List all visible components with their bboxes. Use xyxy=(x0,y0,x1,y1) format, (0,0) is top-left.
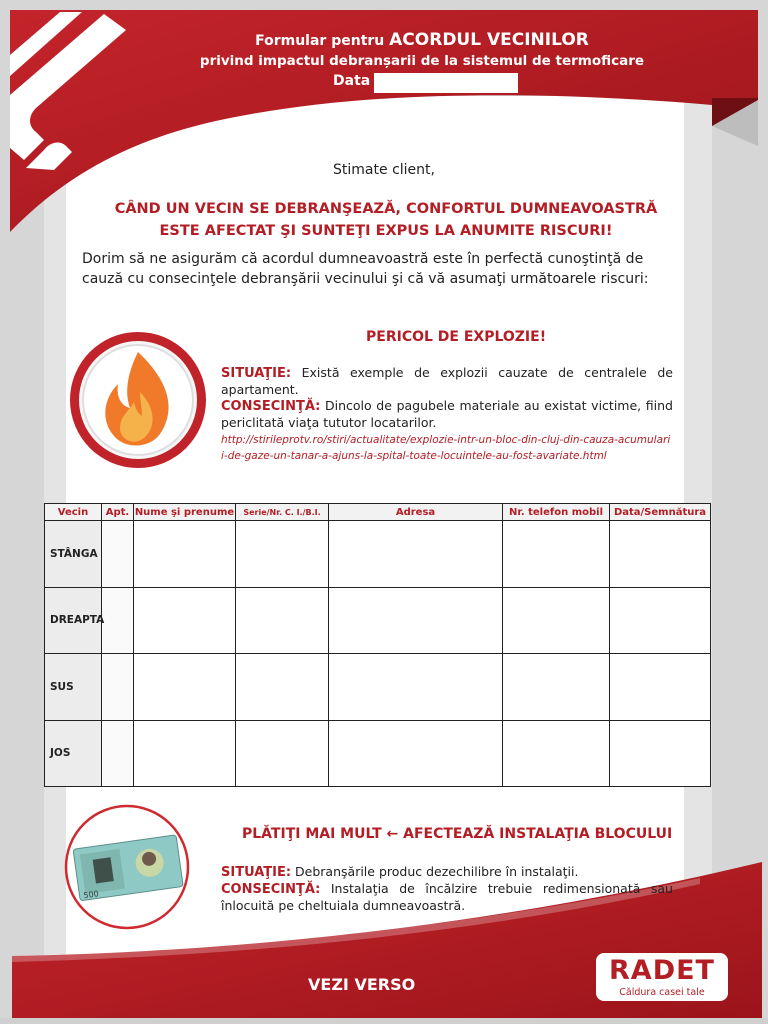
row-label-up: SUS xyxy=(45,654,102,721)
consequence-text: Dincolo de pagubele materiale au existat victime, fiind periclitată viaţa tututor locatarilor. xyxy=(221,398,673,430)
col-apt: Apt. xyxy=(102,504,134,521)
id-cell[interactable] xyxy=(236,720,329,787)
table-row xyxy=(45,654,711,721)
fire-icon xyxy=(70,332,206,468)
situation-label: SITUAŢIE: xyxy=(221,366,292,381)
address-cell[interactable] xyxy=(329,587,503,654)
cost-section-title: PLĂTIŢI MAI MULT ← AFECTEAZĂ INSTALAŢIA BLOCULUI xyxy=(242,826,673,842)
apt-cell[interactable] xyxy=(102,521,134,588)
signature-cell[interactable] xyxy=(610,521,711,588)
consequence-text: Instalaţia de încălzire trebuie redimensionată sau înlocuită pe cheltuiala dumneavoastră. xyxy=(221,881,673,913)
neighbours-table xyxy=(44,503,711,787)
row-label-down: JOS xyxy=(45,720,102,787)
date-field[interactable] xyxy=(374,73,518,93)
phone-cell[interactable] xyxy=(503,521,610,588)
phone-cell[interactable] xyxy=(503,587,610,654)
col-name: Nume şi prenume xyxy=(134,504,236,521)
apt-cell[interactable] xyxy=(102,587,134,654)
situation-text: Există exemple de explozii cauzate de centralele de apartament. xyxy=(221,365,673,397)
form-title xyxy=(38,30,768,50)
form-title-main: ACORDUL VECINILOR xyxy=(389,30,589,50)
explosion-section-title: PERICOL DE EXPLOZIE! xyxy=(366,329,547,345)
salutation: Stimate client, xyxy=(333,162,435,178)
phone-cell[interactable] xyxy=(503,654,610,721)
phone-cell[interactable] xyxy=(503,720,610,787)
id-cell[interactable] xyxy=(236,587,329,654)
signature-cell[interactable] xyxy=(610,654,711,721)
name-cell[interactable] xyxy=(134,720,236,787)
id-cell[interactable] xyxy=(236,654,329,721)
table-header-row xyxy=(45,504,711,521)
logo-tagline: Căldura casei tale xyxy=(619,987,705,998)
form-title-prefix: Formular pentru xyxy=(255,33,385,49)
table-row xyxy=(45,521,711,588)
row-label-left: STÂNGA xyxy=(45,521,102,588)
name-cell[interactable] xyxy=(134,521,236,588)
row-label-right: DREAPTA xyxy=(45,587,102,654)
headline-line-2: ESTE AFECTAT ŞI SUNTEŢI EXPUS LA ANUMITE RISCURI! xyxy=(159,223,613,239)
consequence-label: CONSECINŢĂ: xyxy=(221,399,321,414)
banknote-icon xyxy=(66,806,188,928)
table-row xyxy=(45,587,711,654)
cost-section-body xyxy=(221,864,673,914)
situation-label: SITUAŢIE: xyxy=(221,865,292,880)
headline-line-1: CÂND UN VECIN SE DEBRANŞEAZĂ, CONFORTUL DUMNEAVOASTRĂ xyxy=(114,201,658,217)
logo-name: RADET xyxy=(609,955,715,986)
intro-paragraph: Dorim să ne asigurăm că acordul dumneavoastră este în perfectă cunoştinţă de cauză cu consecinţele debranşării vecinului şi că vă asumaţi următoarele riscuri: xyxy=(82,251,649,287)
table-row xyxy=(45,720,711,787)
form-subtitle: privind impactul debranșarii de la sistemul de termoficare xyxy=(199,53,645,69)
col-id-series: Serie/Nr. C. I./B.I. xyxy=(236,504,329,521)
col-phone: Nr. telefon mobil xyxy=(503,504,610,521)
see-reverse-text: VEZI VERSO xyxy=(308,975,416,994)
situation-text: Debranşările produc dezechilibre în instalaţii. xyxy=(295,864,579,879)
svg-text:500: 500 xyxy=(82,889,100,901)
id-cell[interactable] xyxy=(236,521,329,588)
bottom-band xyxy=(0,1018,768,1024)
news-link[interactable]: http://stirileprotv.ro/stiri/actualitate/explozie-intr-un-bloc-din-cluj-din-cauza-acumularii-de-gaze-un-tanar-a-ajuns-la-spital-toate-locuintele-au-fost-avariate.html xyxy=(221,434,671,462)
consequence-label: CONSECINŢĂ: xyxy=(221,882,321,897)
apt-cell[interactable] xyxy=(102,654,134,721)
col-vecin: Vecin xyxy=(45,504,102,521)
explosion-section-body xyxy=(221,365,673,463)
signature-cell[interactable] xyxy=(610,587,711,654)
col-address: Adresa xyxy=(329,504,503,521)
col-date-signature: Data/Semnătura xyxy=(610,504,711,521)
address-cell[interactable] xyxy=(329,654,503,721)
signature-cell[interactable] xyxy=(610,720,711,787)
apt-cell[interactable] xyxy=(102,720,134,787)
name-cell[interactable] xyxy=(134,654,236,721)
address-cell[interactable] xyxy=(329,720,503,787)
name-cell[interactable] xyxy=(134,587,236,654)
address-cell[interactable] xyxy=(329,521,503,588)
date-label: Data xyxy=(333,73,371,89)
